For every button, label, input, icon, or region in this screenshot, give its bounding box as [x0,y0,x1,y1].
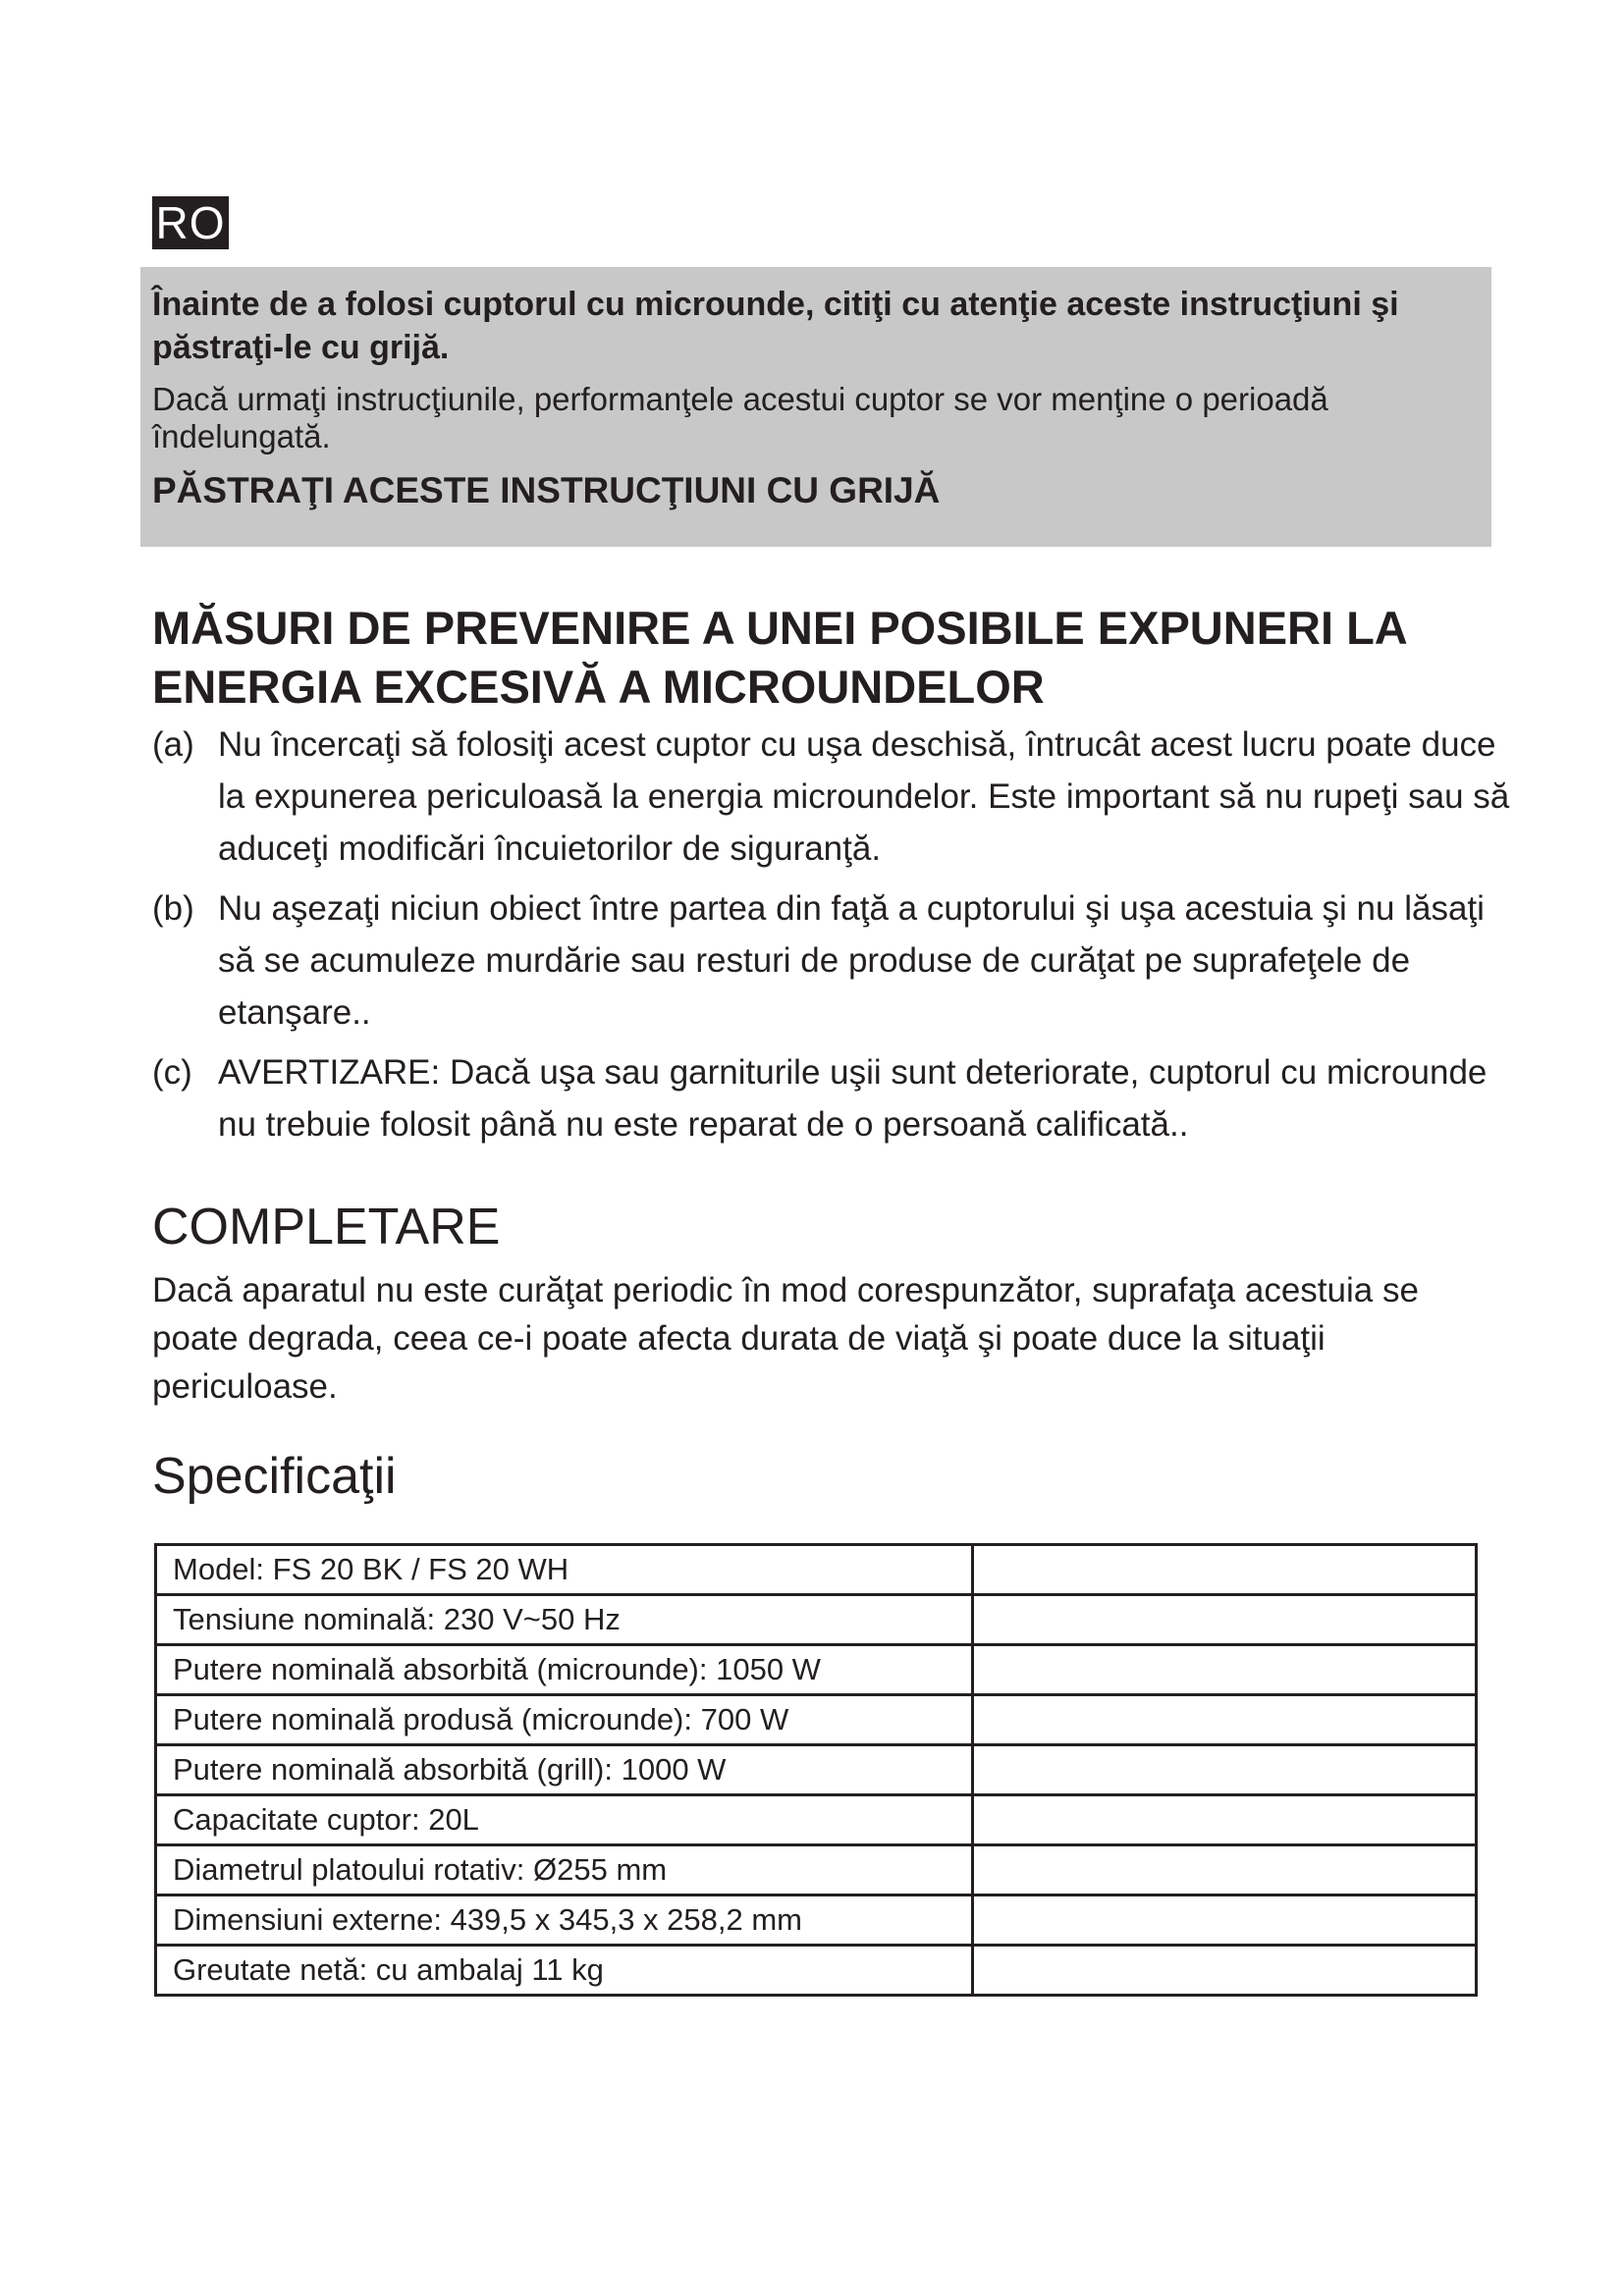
specs-table [154,1543,1478,1997]
language-badge: RO [152,196,229,249]
table-row [156,1795,1477,1845]
spec-empty-cell [973,1645,1477,1695]
precautions-list [152,719,1517,1158]
item-marker: (b) [152,889,194,928]
spec-cell: Dimensiuni externe: 439,5 x 345,3 x 258,2 mm [156,1896,973,1946]
table-row [156,1545,1477,1595]
specs-heading: Specificaţii [152,1448,397,1505]
table-row [156,1845,1477,1896]
spec-cell: Putere nominală absorbită (grill): 1000 W [156,1745,973,1795]
spec-cell: Putere nominală produsă (microunde): 700 W [156,1695,973,1745]
spec-empty-cell [973,1745,1477,1795]
item-marker: (a) [152,725,194,764]
table-row [156,1946,1477,1996]
item-text: AVERTIZARE: Dacă uşa sau garniturile uşii sunt deteriorate, cuptorul cu microunde nu trebuie folosit până nu este reparat de o persoană calificată.. [218,1053,1488,1144]
precaution-item-b [152,882,1517,1039]
table-row [156,1896,1477,1946]
item-marker: (c) [152,1053,192,1092]
notice-intro-bold: Înainte de a folosi cuptorul cu microunde, citiţi cu atenţie aceste instrucţiuni şi păstraţi-le cu grijă. [152,286,1399,366]
spec-empty-cell [973,1795,1477,1845]
table-row [156,1745,1477,1795]
spec-empty-cell [973,1545,1477,1595]
spec-empty-cell [973,1695,1477,1745]
precautions-heading: MĂSURI DE PREVENIRE A UNEI POSIBILE EXPUNERI LA ENERGIA EXCESIVĂ A MICROUNDELOR [152,602,1407,713]
spec-cell: Model: FS 20 BK / FS 20 WH [156,1545,973,1595]
spec-cell: Diametrul platoului rotativ: Ø255 mm [156,1845,973,1896]
completion-text: Dacă aparatul nu este curăţat periodic în mod corespunzător, suprafaţa acestuia se poate degrada, ceea ce-i poate afecta durata de viaţă şi poate duce la situaţii periculoase. [152,1271,1419,1406]
spec-empty-cell [973,1845,1477,1896]
spec-empty-cell [973,1896,1477,1946]
spec-cell: Capacitate cuptor: 20L [156,1795,973,1845]
spec-cell: Tensiune nominală: 230 V~50 Hz [156,1595,973,1645]
spec-cell: Greutate netă: cu ambalaj 11 kg [156,1946,973,1996]
item-text: Nu aşezaţi niciun obiect între partea din faţă a cuptorului şi uşa acestuia şi nu lăsaţi să se acumuleze murdărie sau resturi de produse de curăţat pe suprafeţele de etanşare.. [218,889,1485,1032]
spec-empty-cell [973,1946,1477,1996]
notice-intro-text: Dacă urmaţi instrucţiunile, performanţele acestui cuptor se vor menţine o perioadă îndelungată. [152,381,1328,454]
precaution-item-a [152,719,1517,875]
table-row [156,1595,1477,1645]
table-row [156,1645,1477,1695]
notice-keep-heading: PĂSTRAŢI ACESTE INSTRUCŢIUNI CU GRIJĂ [152,470,941,510]
completion-heading: COMPLETARE [152,1199,501,1255]
spec-empty-cell [973,1595,1477,1645]
precaution-item-c [152,1046,1517,1150]
item-text: Nu încercaţi să folosiţi acest cuptor cu uşa deschisă, întrucât acest lucru poate duce la expunerea periculoasă la energia microundelor. Este important să nu rupeţi sau să aduceţi modificări încuietorilor de siguranţă. [218,725,1510,868]
notice-box [140,267,1491,547]
table-row [156,1695,1477,1745]
spec-cell: Putere nominală absorbită (microunde): 1050 W [156,1645,973,1695]
